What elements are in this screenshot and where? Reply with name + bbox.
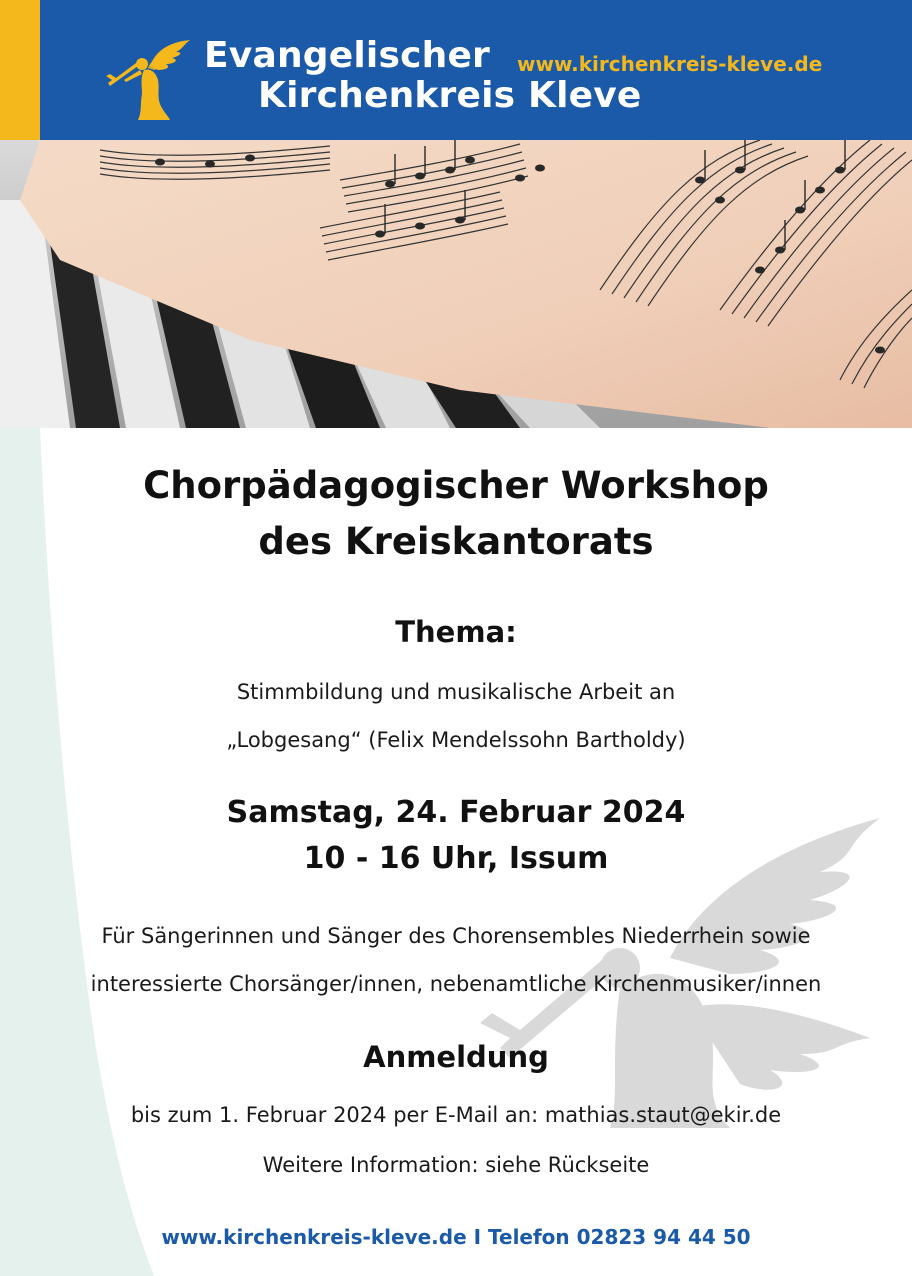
audience-line-2: interessierte Chorsänger/innen, nebenamtliche Kirchenmusiker/innen <box>90 972 822 996</box>
registration-details <box>0 1090 912 1190</box>
thema-heading: Thema: <box>395 615 517 649</box>
title-line-1: Chorpädagogischer Workshop <box>143 464 769 507</box>
event-date: Samstag, 24. Februar 2024 <box>226 795 686 830</box>
brand-line-2: Kirchenkreis Kleve <box>258 75 642 116</box>
audience-line-1: Für Sängerinnen und Sänger des Chorensembles Niederrhein sowie <box>101 924 811 948</box>
event-date-time <box>0 790 912 882</box>
brand-line-1: Evangelischer <box>204 35 491 76</box>
header-website-link[interactable]: www.kirchenkreis-kleve.de <box>517 52 823 76</box>
registration-line-1[interactable]: bis zum 1. Februar 2024 per E-Mail an: mathias.staut@ekir.de <box>130 1103 782 1127</box>
workshop-title <box>0 458 912 570</box>
target-audience <box>0 912 912 1008</box>
title-line-2: des Kreiskantorats <box>258 520 654 563</box>
thema-line-2: „Lobgesang“ (Felix Mendelssohn Bartholdy) <box>226 728 686 752</box>
registration-heading: Anmeldung <box>363 1040 549 1074</box>
footer-contact[interactable]: www.kirchenkreis-kleve.de I Telefon 02823 94 44 50 <box>161 1225 751 1249</box>
registration-line-2: Weitere Information: siehe Rückseite <box>262 1153 650 1177</box>
thema-description <box>0 668 912 764</box>
event-time-location: 10 - 16 Uhr, Issum <box>303 841 609 876</box>
thema-line-1: Stimmbildung und musikalische Arbeit an <box>236 680 676 704</box>
